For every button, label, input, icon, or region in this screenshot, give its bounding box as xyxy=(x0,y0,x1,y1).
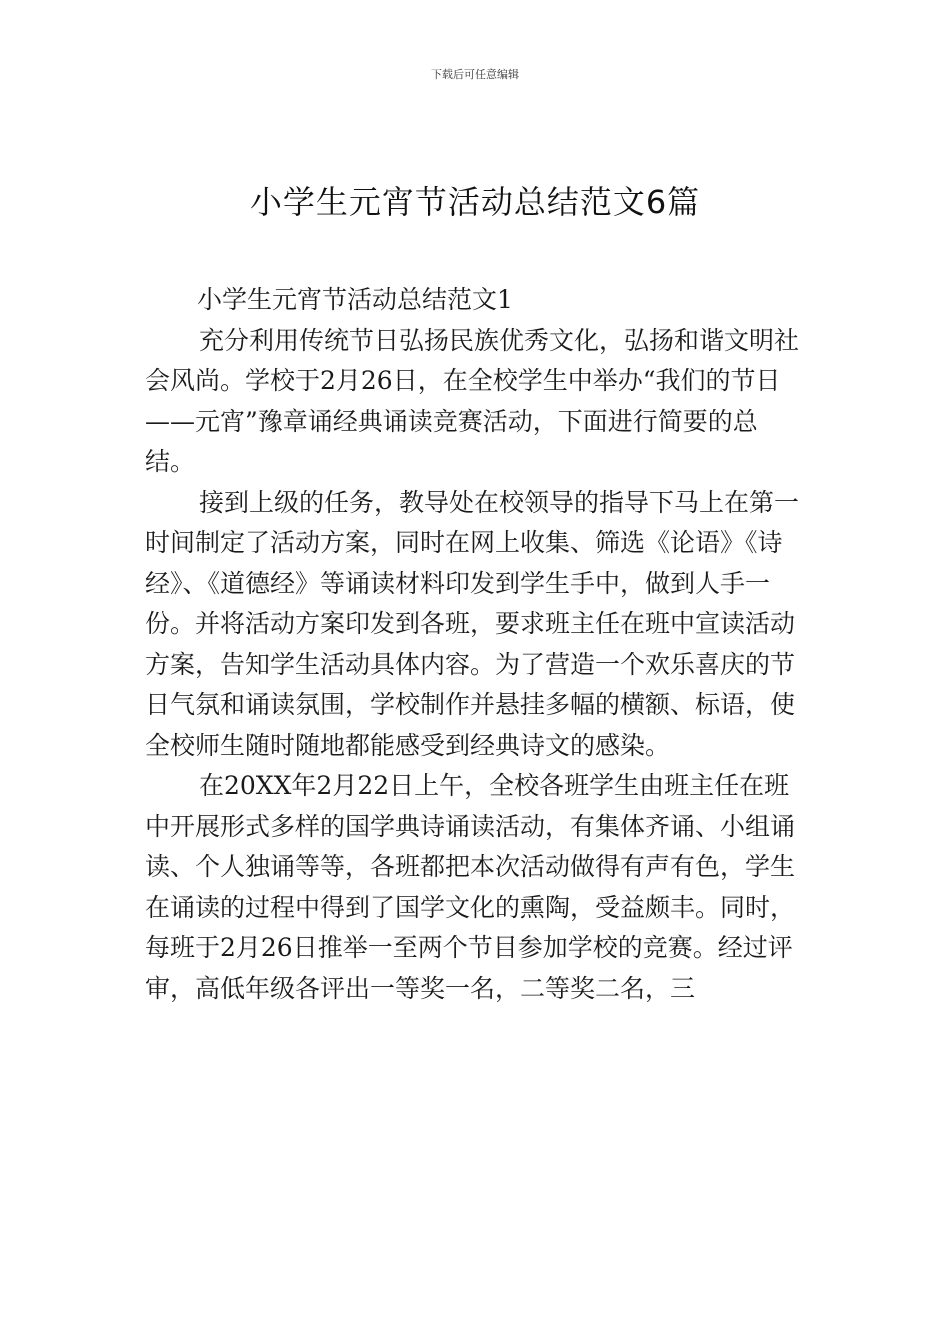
paragraph-1: 充分利用传统节日弘扬民族优秀文化，弘扬和谐文明社会风尚。学校于2月26日，在全校学生中举办“我们的节日——元宵”豫章诵经典诵读竞赛活动，下面进行简要的总结。 xyxy=(145,325,800,476)
paragraph-2: 接到上级的任务，教导处在校领导的指导下马上在第一时间制定了活动方案，同时在网上收集、筛选《论语》《诗经》、《道德经》等诵读材料印发到学生手中，做到人手一份。并将活动方案印发到各班，要求班主任在班中宣读活动方案，告知学生活动具体内容。为了营造一个欢乐喜庆的节日气氛和诵读氛围，学校制作并悬挂多幅的横额、标语，使全校师生随时随地都能感受到经典诗文的感染。 xyxy=(145,487,800,760)
document-title: 小学生元宵节活动总结范文6篇 xyxy=(249,183,701,221)
header-note: 下载后可任意编辑 xyxy=(431,68,519,81)
document-body xyxy=(145,280,807,1009)
paragraph-3: 在20XX年2月22日上午，全校各班学生由班主任在班中开展形式多样的国学典诗诵读活动，有集体齐诵、小组诵读、个人独诵等等，各班都把本次活动做得有声有色，学生在诵读的过程中得到了国学文化的熏陶，受益颇丰。同时，每班于2月26日推举一至两个节目参加学校的竞赛。经过评审，高低年级各评出一等奖一名，二等奖二名，三 xyxy=(145,771,796,1003)
section-heading: 小学生元宵节活动总结范文1 xyxy=(197,285,513,314)
